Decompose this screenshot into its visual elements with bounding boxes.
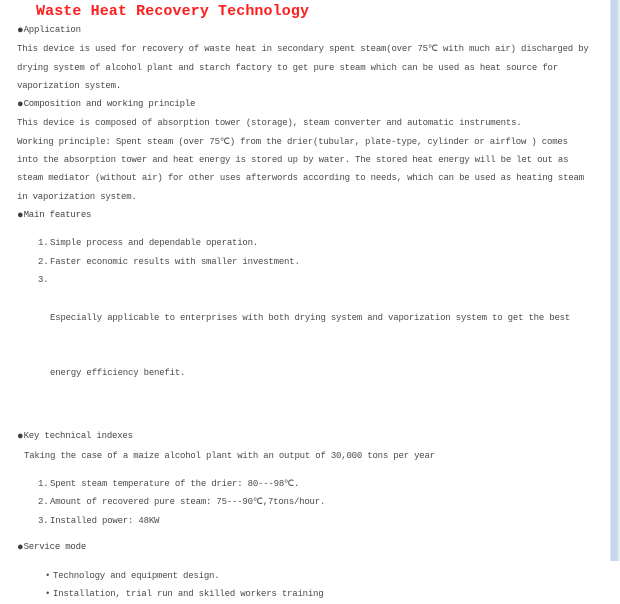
list-item-text: Technology and equipment design.: [53, 570, 220, 581]
section-heading-main-features: [17, 206, 603, 225]
list-item-text: Installed power: 48KW: [50, 515, 160, 526]
list-item-number: 2.: [38, 497, 49, 508]
list-item-text: [50, 271, 570, 420]
document-page: [17, 3, 603, 604]
paragraph-line: This device is composed of absorption tower (storage), steam converter and automatic instruments.: [17, 118, 522, 129]
paragraph-line: steam mediator (without air) for other uses afterwords according to needs, which can be used as heating steam: [17, 173, 584, 184]
section-heading-key-technical-indexes: [17, 427, 603, 446]
paragraph-line: Working principle: Spent steam (over 75℃) from the drier(tubular, plate-type, cylinder or airflow ) comes: [17, 136, 568, 147]
list-item: [17, 271, 603, 420]
paragraph-line: into the absorption tower and heat energy is stored up by water. The stored heat energy will be let out as: [17, 155, 569, 166]
paragraph-line: This device is used for recovery of waste heat in secondary spent steam(over 75℃ with much air) discharged by: [17, 44, 589, 55]
list-item: [17, 512, 603, 531]
right-blue-border-strip: [608, 0, 620, 561]
list-item: [17, 567, 603, 586]
paragraph-line: in vaporization system.: [17, 191, 137, 202]
list-item: [17, 234, 603, 253]
paragraph-line: vaporization system.: [17, 80, 122, 91]
list-item: [17, 475, 603, 494]
section-heading-label: Main features: [23, 209, 92, 220]
section-intro-line: Taking the case of a maize alcohol plant with an output of 30,000 tons per year: [24, 450, 435, 461]
bullet-icon: ●: [17, 541, 24, 554]
list-item-text: Simple process and dependable operation.: [50, 238, 259, 249]
list-item: [17, 585, 603, 604]
list-item: [17, 253, 603, 272]
list-item-text: Amount of recovered pure steam: 75---90℃,7tons/hour.: [50, 497, 326, 508]
service-mode-list: [17, 567, 603, 604]
section-heading-label: Key technical indexes: [23, 431, 133, 442]
paragraph-line: drying system of alcohol plant and starch factory to get pure steam which can be used as heat source for: [17, 62, 558, 73]
list-item-line: Especially applicable to enterprises with both drying system and vaporization system to get the best: [50, 312, 571, 323]
list-item-number: 2.: [38, 256, 49, 267]
list-item-number: 3.: [38, 515, 49, 526]
list-item-line: energy efficiency benefit.: [50, 368, 186, 379]
page-title: Waste Heat Recovery Technology: [36, 3, 310, 20]
list-item: [17, 493, 603, 512]
section-heading-label: Composition and working principle: [23, 99, 196, 110]
dot-bullet-icon: •: [45, 570, 51, 581]
bullet-icon: ●: [17, 431, 24, 444]
section-heading-label: Service mode: [23, 541, 87, 552]
section-heading-application: [17, 21, 603, 40]
section-heading-label: Application: [23, 25, 81, 35]
main-features-list: [17, 234, 603, 420]
key-technical-indexes-list: [17, 475, 603, 531]
section-heading-composition: [17, 95, 603, 114]
list-item-number: 3.: [38, 275, 49, 286]
list-item-text: Spent steam temperature of the drier: 80---98℃.: [50, 478, 300, 489]
bullet-icon: ●: [17, 209, 24, 222]
section-heading-service-mode: [17, 538, 603, 557]
list-item-text: Faster economic results with smaller investment.: [50, 256, 300, 267]
bullet-icon: ●: [17, 99, 24, 112]
dot-bullet-icon: •: [45, 589, 51, 600]
bullet-icon: ●: [17, 25, 24, 37]
list-item-text: Installation, trial run and skilled workers training: [53, 589, 324, 600]
list-item-number: 1.: [38, 478, 49, 489]
list-item-number: 1.: [38, 238, 49, 249]
